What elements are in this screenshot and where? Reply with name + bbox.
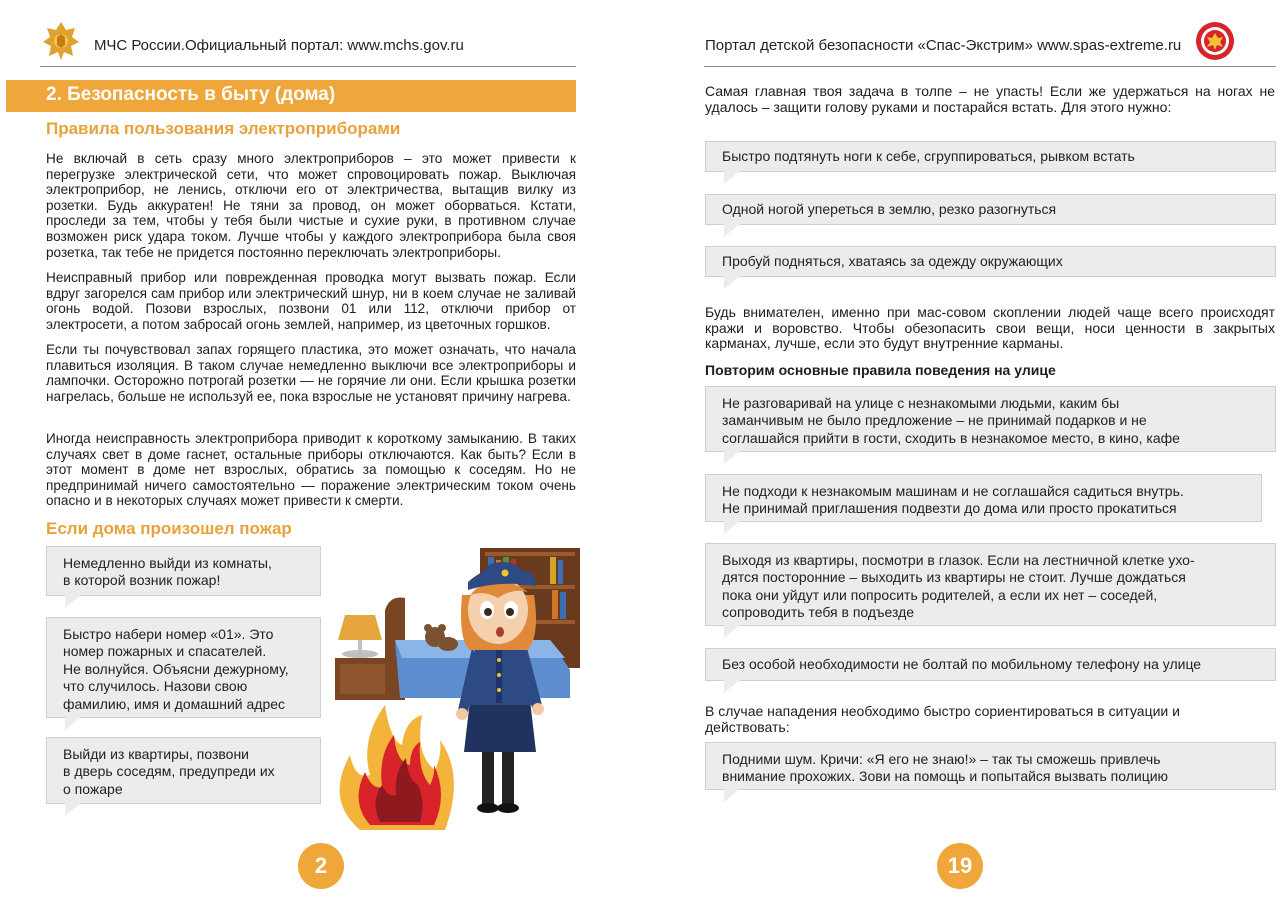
crowd-step-2-text: Одной ногой упереться в землю, резко разогнуться <box>722 201 1057 217</box>
callout-line: пока они уйдут или попросить родителей, а если их нет – соседей, <box>722 586 1158 603</box>
callout-line: Выйди из квартиры, позвони <box>63 746 250 762</box>
street-rule-3 <box>705 543 1276 626</box>
paragraph-electrical-4: Иногда неисправность электроприбора приводит к короткому замыканию. В таких случаях свет в доме гаснет, остальные приборы отключаются. Как быть? Если в этот момент в доме нет взрослых, обратись за помощью к соседям. Но не предпринимай ничего самостоятельно — поражение электрическим током очень опасно и в некоторых случаях может привести к смерти. <box>46 431 576 509</box>
paragraph-electrical-3: Если ты почувствовал запах горящего пластика, это может означать, что начала плавиться изоляция. В таком случае немедленно выключи все электроприборы и лампочки. Осторожно потрогай розетки — не горячие ли они. Если крышка розетки нагрелась, больше не используй ее, пока взрослые не установят причину нагрева. <box>46 342 576 404</box>
crowd-step-1-text: Быстро подтянуть ноги к себе, сгруппироваться, рывком встать <box>722 148 1135 164</box>
theft-warning-paragraph: Будь внимателен, именно при мас-совом скоплении людей чаще всего происходят кражи и воровство. Чтобы обезопасить свои вещи, носи ценности в закрытых карманах, лучше, если это будут внутренние карманы. <box>705 304 1275 352</box>
subheading-electrical: Правила пользования электроприборами <box>46 119 401 138</box>
street-rule-1-text <box>722 395 1180 447</box>
callout-line: Без особой необходимости не болтай по мобильному телефону на улице <box>722 656 1202 672</box>
subheading-fire: Если дома произошел пожар <box>46 519 292 538</box>
paragraph-electrical-2: Неисправный прибор или поврежденная проводка могут вызвать пожар. Если вдруг загорелся сам прибор или электрический шнур, ни в коем случае не заливай огонь водой. Позови взрослых, позвони 01 или 112, отключи прибор от электросети, а потом забросай огонь землей, например, из цветочных горшков. <box>46 270 576 332</box>
crowd-step-3-text: Пробуй подняться, хватаясь за одежду окружающих <box>722 253 1063 269</box>
callout-line: внимание прохожих. Зови на помощь и попытайся вызвать полицию <box>722 768 1169 785</box>
crowd-intro-paragraph: Самая главная твоя задача в толпе – не упасть! Если же удержаться на ногах не удалось – защити голову руками и постарайся встать. Для этого нужно: <box>705 83 1275 115</box>
callout-tail <box>724 171 740 184</box>
street-rule-4 <box>705 648 1276 681</box>
fire-callout-1 <box>46 546 321 596</box>
callout-line: Быстро набери номер «01». Это <box>63 626 274 642</box>
callout-tail <box>724 451 740 464</box>
spas-extreme-logo-icon <box>1195 21 1235 61</box>
callout-line: что случилось. Назови свою <box>63 678 248 695</box>
fire-callout-3-text <box>63 746 275 798</box>
callout-line: Не разговаривай на улице с незнакомыми людьми, каким бы <box>722 395 1120 411</box>
left-header-divider <box>40 66 576 67</box>
callout-line: Немедленно выйди из комнаты, <box>63 555 272 571</box>
fire-callout-2-text <box>63 626 289 713</box>
callout-tail <box>724 521 740 534</box>
callout-line: о пожаре <box>63 780 123 797</box>
section-title: 2. Безопасность в быту (дома) <box>46 84 336 105</box>
callout-line: в которой возник пожар! <box>63 572 221 589</box>
section-banner <box>6 80 576 112</box>
callout-line: Подними шум. Кричи: «Я его не знаю!» – так ты сможешь привлечь <box>722 751 1161 767</box>
crowd-step-2 <box>705 194 1276 225</box>
attack-advice <box>705 742 1276 790</box>
callout-line: фамилию, имя и домашний адрес <box>63 695 286 712</box>
callout-tail <box>65 595 81 608</box>
street-rule-1 <box>705 386 1276 452</box>
callout-line: Не волнуйся. Объясни дежурному, <box>63 660 289 677</box>
fire-callout-2 <box>46 617 321 718</box>
right-page-number: 19 <box>937 843 983 889</box>
callout-line: в дверь соседям, предупреди их <box>63 763 275 780</box>
street-rule-4-text <box>722 656 1201 673</box>
right-header-divider <box>704 66 1276 67</box>
callout-line: соглашайся прийти в гости, сходить в незнакомое место, в кино, кафе <box>722 429 1180 446</box>
paragraph-electrical-1: Не включай в сеть сразу много электроприборов – это может привести к перегрузке электрической сети, что может спровоцировать пожар. Выключая электроприбор, не ленись, отключи его от электричества, вытащив вилку из розетки. Будь аккуратен! Не тяни за провод, он может оборваться. Кстати, проследи за тем, чтобы у тебя были чистые и сухие руки, в противном случае возможен риск удара током. Лучше чтобы у каждого электроприбора была своя розетка, так тебе не придется постоянно переключать электроприборы. <box>46 151 576 260</box>
attack-advice-text <box>722 751 1168 786</box>
fire-callout-3 <box>46 737 321 804</box>
street-rule-3-text <box>722 552 1195 622</box>
callout-line: заманчивым не было предложение – не принимай подарков и не <box>722 412 1147 429</box>
attack-intro-paragraph: В случае нападения необходимо быстро сориентироваться в ситуации и действовать: <box>705 703 1180 735</box>
callout-tail <box>724 680 740 693</box>
callout-tail <box>724 625 740 638</box>
callout-line: сопроводить тебя в подъезде <box>722 604 915 621</box>
right-page <box>640 0 1280 908</box>
right-header-text: Портал детской безопасности «Спас-Экстрим» www.spas-extreme.ru <box>705 37 1182 54</box>
callout-line: номер пожарных и спасателей. <box>63 643 267 660</box>
street-rule-2 <box>705 474 1262 522</box>
callout-tail <box>724 224 740 237</box>
fire-safety-illustration <box>330 540 580 840</box>
left-page-number: 2 <box>298 843 344 889</box>
callout-line: Выходя из квартиры, посмотри в глазок. Если на лестничной клетке ухо- <box>722 552 1195 568</box>
crowd-step-3 <box>705 246 1276 277</box>
street-rule-2-text <box>722 483 1184 518</box>
callout-tail <box>65 717 81 730</box>
fire-callout-1-text <box>63 555 272 590</box>
street-rules-heading: Повторим основные правила поведения на улице <box>705 362 1056 378</box>
callout-tail <box>724 276 740 289</box>
callout-line: Не принимай приглашения подвезти до дома или просто прокатиться <box>722 500 1177 517</box>
callout-tail <box>724 789 740 802</box>
callout-line: Не подходи к незнакомым машинам и не соглашайся садиться внутрь. <box>722 483 1184 499</box>
callout-tail <box>65 803 81 816</box>
crowd-step-1 <box>705 141 1276 172</box>
mchs-emblem-icon <box>42 20 80 62</box>
left-header-text: МЧС России.Официальный портал: www.mchs.gov.ru <box>94 37 464 54</box>
callout-line: дятся посторонние – выходить из квартиры не стоит. Лучше дождаться <box>722 569 1186 586</box>
